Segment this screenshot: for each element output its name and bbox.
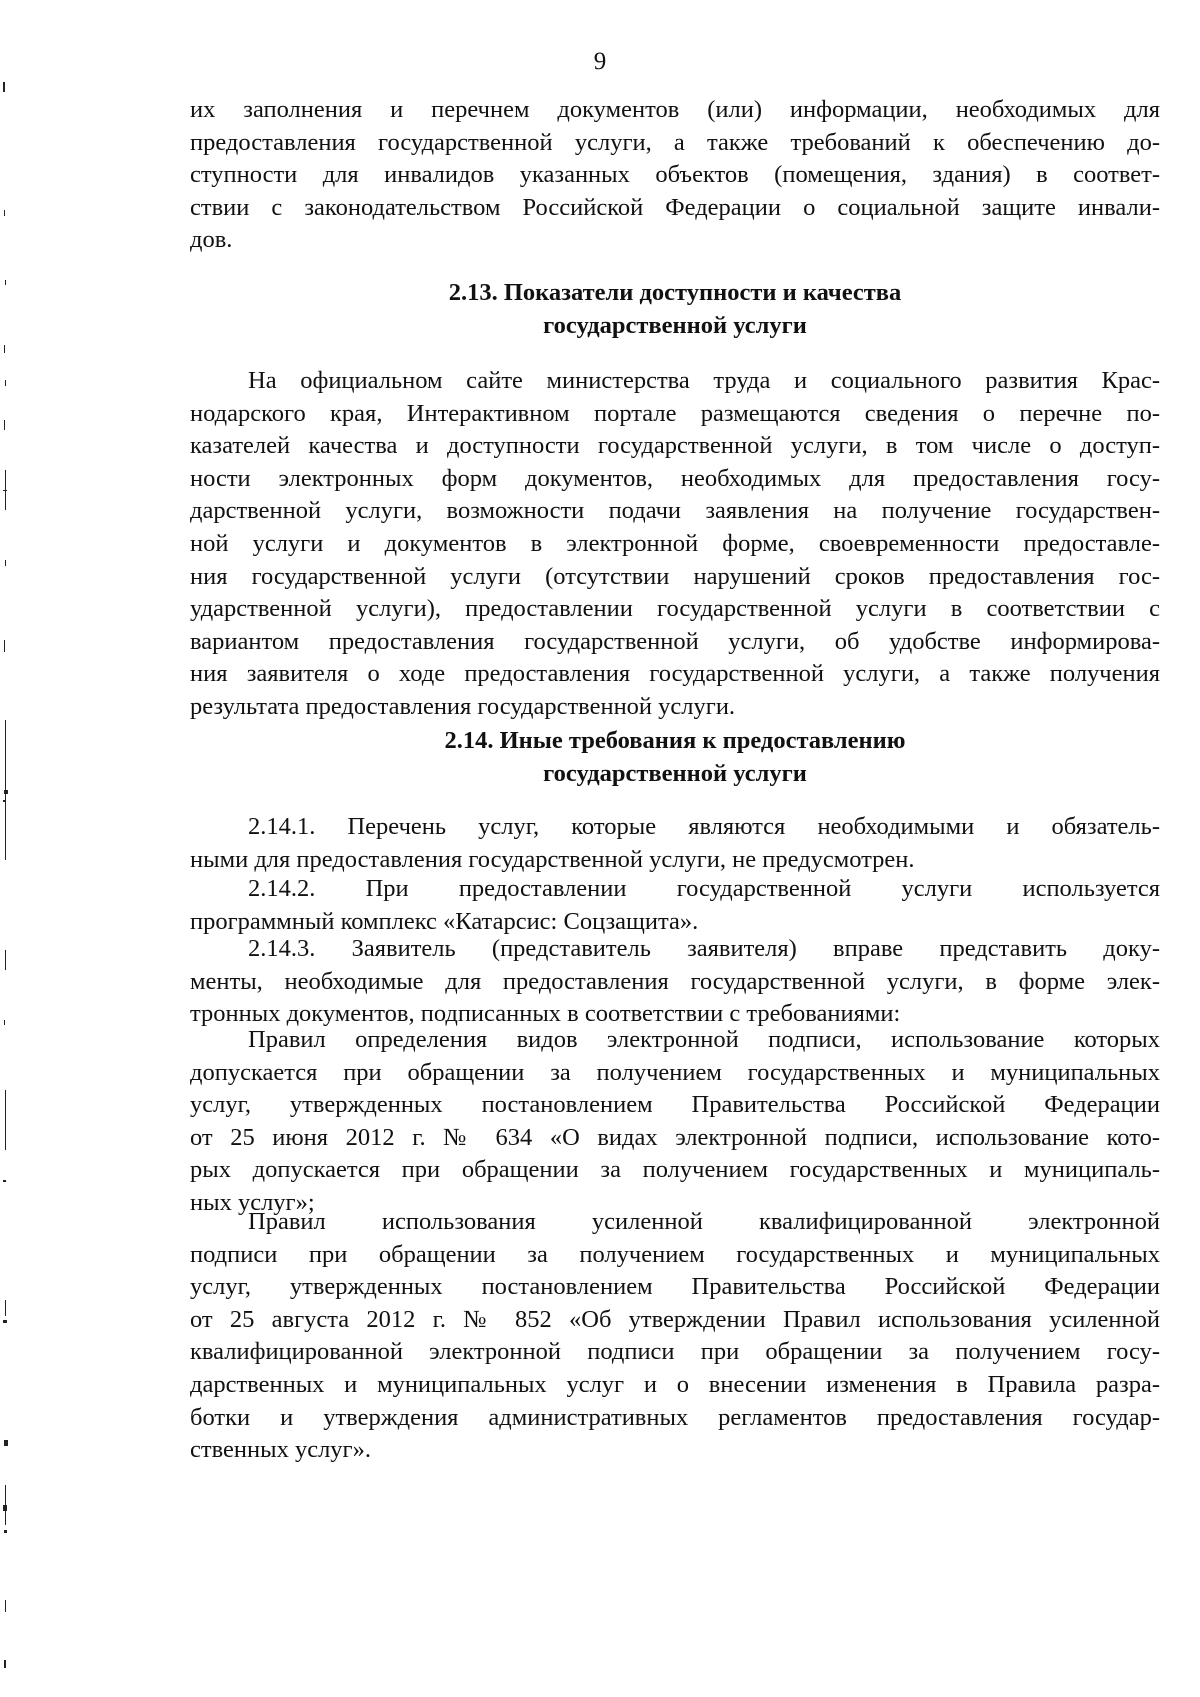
text-line: 2.14.2. При предоставлении государственной услуги используется: [248, 875, 1160, 902]
text-line: На официальном сайте министерства труда и социального развития Крас-: [248, 367, 1160, 394]
text-line: ния заявителя о ходе предоставления государственной услуги, а также получения: [190, 660, 1160, 688]
text-line: услуг, утвержденных постановлением Правительства Российской Федерации: [190, 1273, 1160, 1301]
paragraph-2-14-1: [190, 811, 1160, 876]
text-line: вариантом предоставления государственной услуги, об удобстве информирова-: [190, 627, 1160, 655]
text-line: ния государственной услуги (отсутствии нарушений сроков предоставления гос-: [190, 562, 1160, 590]
text-line: дарственных и муниципальных услуг и о внесении изменения в Правила разра-: [190, 1370, 1160, 1398]
text-line: допускается при обращении за получением государственных и муниципальных: [190, 1058, 1160, 1086]
text-line: программный комплекс «Катарсис: Соцзащита».: [190, 907, 699, 935]
heading-line: 2.13. Показатели доступности и качества: [448, 279, 902, 306]
text-line: 2.14.1. Перечень услуг, которые являются необходимыми и обязатель-: [248, 813, 1160, 840]
paragraph-2-14-2: [190, 873, 1160, 938]
text-line: ными для предоставления государственной услуги, не предусмотрен.: [190, 845, 915, 873]
section-heading-2-13: [190, 276, 1160, 342]
text-line: дарственной услуги, возможности подачи заявления на получение государствен-: [190, 497, 1160, 525]
text-line: менты, необходимые для предоставления государственной услуги, в форме элек-: [190, 967, 1160, 995]
text-line: результата предоставления государственной услуги.: [190, 692, 736, 720]
text-line: тронных документов, подписанных в соответствии с требованиями:: [190, 1000, 901, 1028]
text-line: от 25 июня 2012 г. № 634 «О видах электронной подписи, использование кото-: [190, 1123, 1160, 1151]
text-line: рых допускается при обращении за получением государственных и муниципаль-: [190, 1156, 1160, 1184]
page-number: 9: [593, 48, 607, 75]
paragraph-rules-852: [190, 1206, 1160, 1467]
text-line: нодарского края, Интерактивном портале размещаются сведения о перечне по-: [190, 399, 1160, 427]
text-line: казателей качества и доступности государственной услуги, в том числе о доступ-: [190, 432, 1160, 460]
text-line: Правил использования усиленной квалифицированной электронной: [248, 1208, 1160, 1235]
text-line: ной услуги и документов в электронной форме, своевременности предоставле-: [190, 529, 1160, 557]
text-line: дов.: [190, 226, 233, 254]
text-line: ственных услуг».: [190, 1436, 371, 1464]
text-line: ствии с законодательством Российской Федерации о социальной защите инвали-: [190, 193, 1160, 221]
text-line: ных услуг»;: [190, 1188, 315, 1216]
heading-line: государственной услуги: [543, 312, 807, 339]
text-line: ступности для инвалидов указанных объектов (помещения, здания) в соответ-: [190, 161, 1160, 189]
paragraph-2-13: [190, 365, 1160, 724]
text-line: Правил определения видов электронной подписи, использование которых: [248, 1026, 1160, 1053]
text-line: предоставления государственной услуги, а также требований к обеспечению до-: [190, 128, 1160, 156]
text-line: квалифицированной электронной подписи при обращении за получением госу-: [190, 1338, 1160, 1366]
text-line: 2.14.3. Заявитель (представитель заявителя) вправе представить доку-: [248, 935, 1160, 962]
text-line: ботки и утверждения административных регламентов предоставления государ-: [190, 1403, 1160, 1431]
paragraph-2-14-3: [190, 933, 1160, 1031]
section-heading-2-14: [190, 724, 1160, 790]
heading-line: 2.14. Иные требования к предоставлению: [444, 727, 906, 754]
scan-margin-marks: [0, 0, 16, 1697]
text-line: от 25 августа 2012 г. № 852 «Об утверждении Правил использования усиленной: [190, 1305, 1160, 1333]
text-line: подписи при обращении за получением государственных и муниципальных: [190, 1240, 1160, 1268]
text-line: ности электронных форм документов, необходимых для предоставления госу-: [190, 464, 1160, 492]
text-line: ударственной услуги), предоставлении государственной услуги в соответствии с: [190, 595, 1160, 623]
heading-line: государственной услуги: [543, 760, 807, 787]
text-line: услуг, утвержденных постановлением Правительства Российской Федерации: [190, 1091, 1160, 1119]
text-line: их заполнения и перечнем документов (или) информации, необходимых для: [190, 96, 1160, 123]
intro-paragraph: [190, 94, 1160, 257]
paragraph-rules-634: [190, 1024, 1160, 1220]
